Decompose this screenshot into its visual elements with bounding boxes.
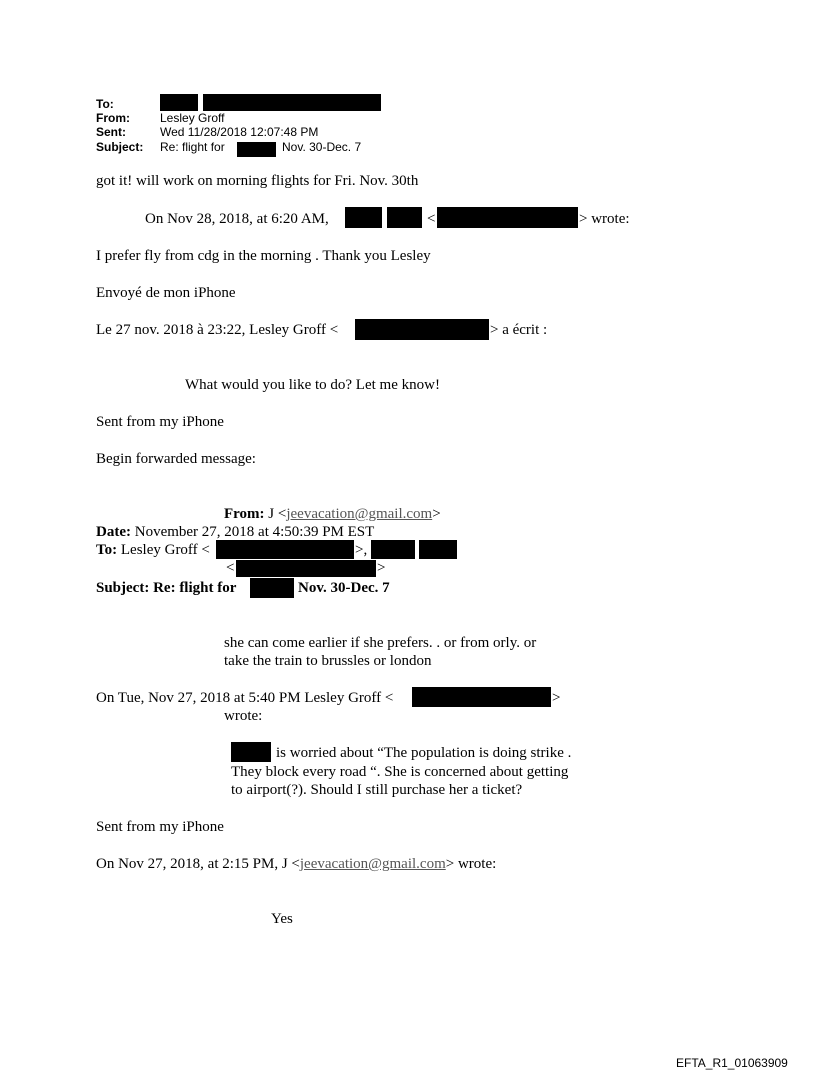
reply-text: got it! will work on morning flights for Fri. Nov. 30th [96,173,419,189]
message-text: What would you like to do? Let me know! [185,377,440,393]
redaction-block [412,687,551,707]
message-text: Yes [271,911,293,927]
forward-to-line: To: Lesley Groff < [96,542,210,558]
redaction-block [160,94,198,111]
header-from-label: From: [96,111,130,125]
redaction-block [231,742,271,762]
forward-to-comma: >, [355,542,368,558]
header-from-value: Lesley Groff [160,111,225,125]
message-text: take the train to brussles or london [224,653,432,669]
message-text: I prefer fly from cdg in the morning . Thank you Lesley [96,248,431,264]
signature-text: Sent from my iPhone [96,819,224,835]
quote-line-close: > [552,690,561,706]
quote-line: Le 27 nov. 2018 à 23:22, Lesley Groff < [96,322,339,338]
quote-line: On Nov 27, 2018, at 2:15 PM, J <jeevacation@gmail.com> wrote: [96,856,497,872]
message-text: They block every road “. She is concerned about getting [231,764,569,780]
email-link[interactable]: jeevacation@gmail.com [286,506,433,522]
header-subject-label: Subject: [96,140,144,154]
message-text: to airport(?). Should I still purchase her a ticket? [231,782,523,798]
forward-subject-line: Subject: Re: flight for [96,580,237,596]
header-sent-label: Sent: [96,125,126,139]
bates-number: EFTA_R1_01063909 [676,1056,788,1070]
redaction-block [419,540,457,559]
redaction-block [355,319,489,340]
redaction-block [437,207,578,228]
forward-subject-suffix: Nov. 30-Dec. 7 [298,580,390,596]
quote-line: On Tue, Nov 27, 2018 at 5:40 PM Lesley Groff < [96,690,394,706]
forward-from-line: From: J <jeevacation@gmail.com> [224,506,441,522]
forward-date-line: Date: November 27, 2018 at 4:50:39 PM EST [96,524,375,540]
redaction-block [237,142,276,157]
header-sent-value: Wed 11/28/2018 12:07:48 PM [160,125,319,139]
quote-line-wrote: > wrote: [579,211,630,227]
redaction-block [250,578,294,598]
redaction-block [236,560,376,577]
message-text: is worried about “The population is doing strike . [276,745,572,761]
redaction-block [371,540,415,559]
header-subject-suffix: Nov. 30-Dec. 7 [282,140,362,154]
signature-text: Envoyé de mon iPhone [96,285,236,301]
redaction-block [216,540,354,559]
signature-text: Sent from my iPhone [96,414,224,430]
redaction-block [387,207,422,228]
forward-intro: Begin forwarded message: [96,451,256,467]
forward-to-line2-close: > [377,560,386,576]
header-to-label: To: [96,97,114,111]
quote-line: On Nov 28, 2018, at 6:20 AM, [145,211,329,227]
forward-to-line2-open: < [226,560,235,576]
redaction-block [203,94,381,111]
message-text: she can come earlier if she prefers. . or from orly. or [224,635,537,651]
redaction-block [345,207,382,228]
quote-line-lt: < [427,211,436,227]
quote-line-wrote: wrote: [224,708,263,724]
quote-line-suffix: > a écrit : [490,322,548,338]
header-subject-prefix: Re: flight for [160,140,225,154]
email-link[interactable]: jeevacation@gmail.com [299,856,446,872]
